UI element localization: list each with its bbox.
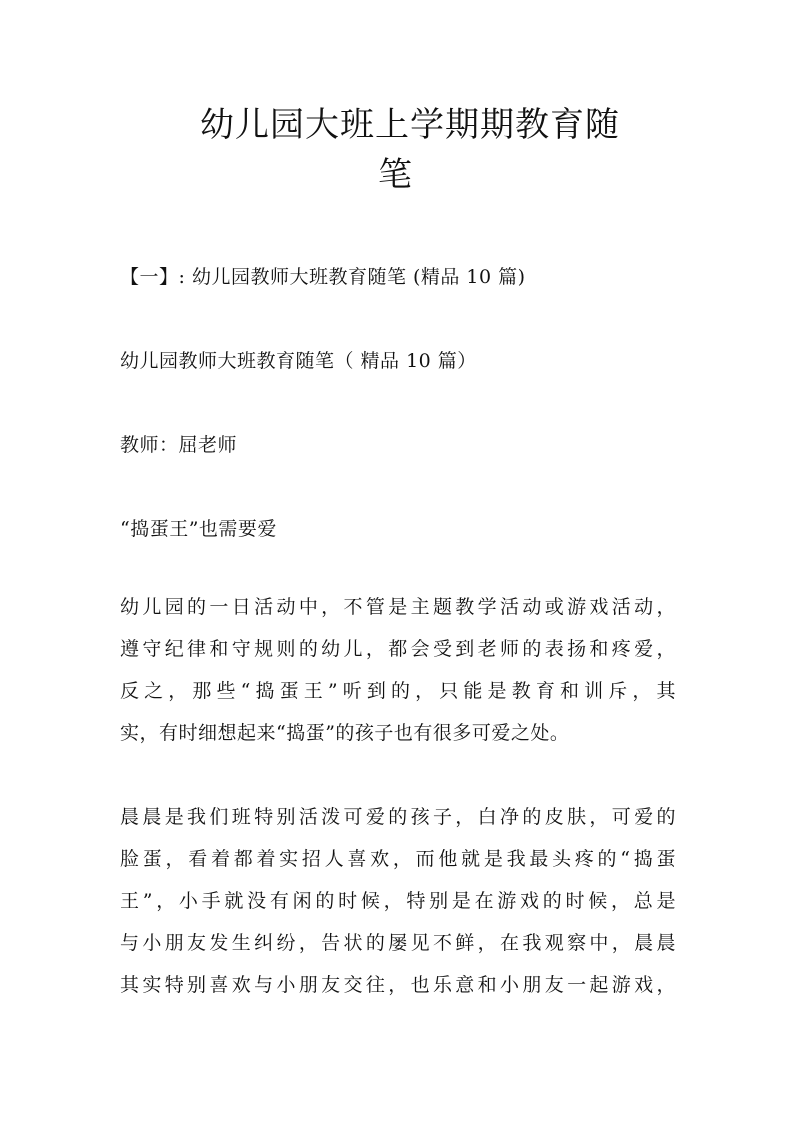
paragraph-2-line: 晨晨是我们班特别活泼可爱的孩子，白净的皮肤，可爱的 (120, 806, 676, 828)
title-line-1: 幼儿园大班上学期期教育随 (200, 105, 620, 145)
paragraph-1-line: 实，有时细想起来“捣蛋”的孩子也有很多可爱之处。 (120, 722, 570, 744)
title-line-2: 笔 (378, 155, 413, 195)
teacher-line: 教师：屈老师 (120, 434, 238, 456)
paragraph-1-line: 反之，那些“捣蛋王”听到的，只能是教育和训斥，其 (120, 680, 676, 702)
paragraph-2 (120, 796, 676, 1006)
story-title: “捣蛋王”也需要爱 (120, 518, 277, 540)
paragraph-2-line: 与小朋友发生纠纷，告状的屡见不鲜，在我观察中，晨晨 (120, 932, 676, 954)
document-subtitle: 幼儿园教师大班教育随笔（ 精品 10 篇） (120, 350, 477, 372)
paragraph-2-line: 其实特别喜欢与小朋友交往，也乐意和小朋友一起游戏， (120, 974, 676, 996)
document-title (200, 100, 670, 200)
paragraph-1 (120, 586, 676, 754)
paragraph-2-line: 脸蛋，看着都着实招人喜欢，而他就是我最头疼的“捣蛋 (120, 848, 676, 870)
paragraph-1-line: 遵守纪律和守规则的幼儿，都会受到老师的表扬和疼爱， (120, 638, 676, 660)
paragraph-1-line: 幼儿园的一日活动中，不管是主题教学活动或游戏活动， (120, 596, 676, 618)
section-heading: 【一】: 幼儿园教师大班教育随笔 (精品 10 篇) (120, 266, 526, 288)
paragraph-2-line: 王”，小手就没有闲的时候，特别是在游戏的时候，总是 (120, 890, 676, 912)
